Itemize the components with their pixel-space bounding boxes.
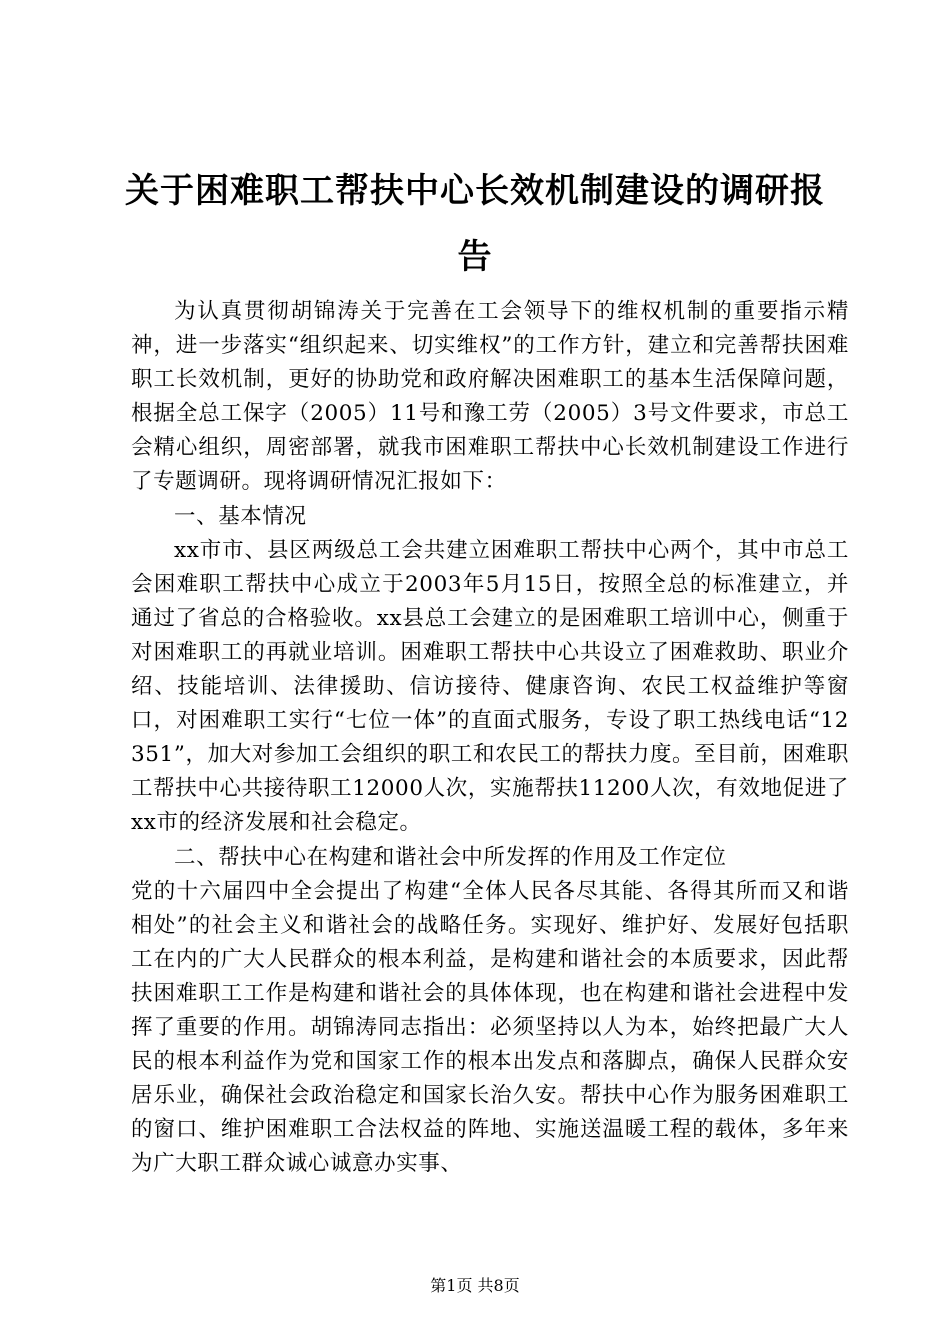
document-body (131, 295, 849, 1181)
paragraph-basic-situation: xx市市、县区两级总工会共建立困难职工帮扶中心两个，其中市总工会困难职工帮扶中心成立于2003年5月15日，按照全总的标准建立，并通过了省总的合格验收。xx县总工会建立的是困难职工培训中心，侧重于对困难职工的再就业培训。困难职工帮扶中心共设立了困难救助、职业介绍、技能培训、法律援助、信访接待、健康咨询、农民工权益维护等窗口，对困难职工实行“七位一体”的直面式服务，专设了职工热线电话“12351”，加大对参加工会组织的职工和农民工的帮扶力度。至目前，困难职工帮扶中心共接待职工12000人次，实施帮扶11200人次，有效地促进了xx市的经济发展和社会稳定。 (131, 537, 849, 836)
document-title: 关于困难职工帮扶中心长效机制建设的调研报告 (125, 171, 825, 277)
section-heading-role: 二、帮扶中心在构建和谐社会中所发挥的作用及工作定位 (174, 844, 727, 870)
paragraph-role: 党的十六届四中全会提出了构建“全体人民各尽其能、各得其所而又和谐相处”的社会主义和谐社会的战略任务。实现好、维护好、发展好包括职工在内的广大人民群众的根本利益，是构建和谐社会的本质要求，因此帮扶困难职工工作是构建和谐社会的具体体现，也在构建和谐社会进程中发挥了重要的作用。胡锦涛同志指出：必须坚持以人为本，始终把最广大人民的根本利益作为党和国家工作的根本出发点和落脚点，确保人民群众安居乐业，确保社会政治稳定和国家长治久安。帮扶中心作为服务困难职工的窗口、维护困难职工合法权益的阵地、实施送温暖工程的载体，多年来为广大职工群众诚心诚意办实事、 (131, 878, 849, 1177)
page-footer: 第1页 共8页 (430, 1276, 520, 1295)
paragraph-intro: 为认真贯彻胡锦涛关于完善在工会领导下的维权机制的重要指示精神，进一步落实“组织起来、切实维权”的工作方针，建立和完善帮扶困难职工长效机制，更好的协助党和政府解决困难职工的基本生活保障问题，根据全总工保字（2005）11号和豫工劳（2005）3号文件要求，市总工会精心组织，周密部署，就我市困难职工帮扶中心长效机制建设工作进行了专题调研。现将调研情况汇报如下： (131, 299, 849, 495)
section-heading-basic-situation: 一、基本情况 (174, 503, 307, 529)
